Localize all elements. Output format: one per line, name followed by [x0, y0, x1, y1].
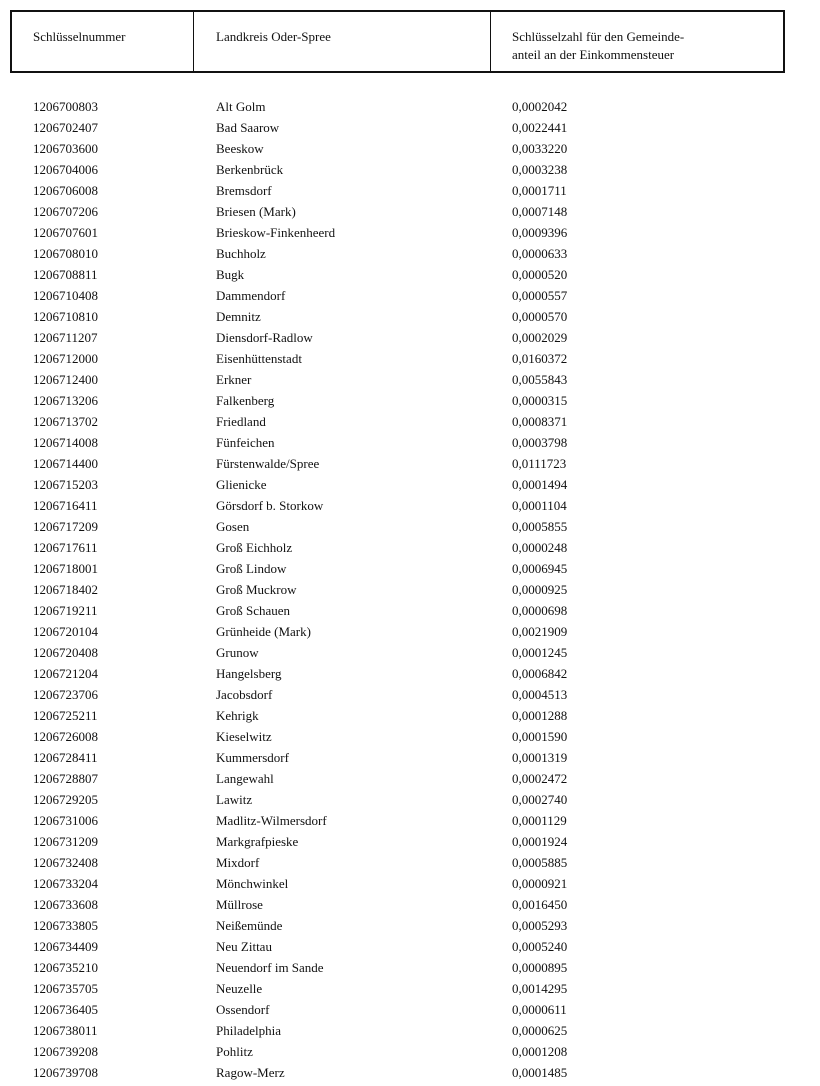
row-value: 0,0003238	[512, 162, 568, 177]
row-key: 1206708811	[33, 267, 98, 282]
table-row	[0, 224, 820, 245]
row-value: 0,0002042	[512, 99, 568, 114]
table-row	[0, 728, 820, 749]
row-key: 1206708010	[33, 246, 98, 261]
table-row	[0, 770, 820, 791]
header-value-line1: Schlüsselzahl für den Gemeinde-	[512, 29, 685, 44]
row-municipality: Demnitz	[216, 309, 261, 324]
table-row	[0, 287, 820, 308]
row-value: 0,0007148	[512, 204, 568, 219]
row-municipality: Neuzelle	[216, 981, 263, 996]
row-key: 1206731209	[33, 834, 98, 849]
header-key: Schlüsselnummer	[33, 29, 126, 44]
row-municipality: Müllrose	[216, 897, 263, 912]
row-value: 0,0001711	[512, 183, 567, 198]
row-key: 1206711207	[33, 330, 98, 345]
table-row	[0, 791, 820, 812]
table-row	[0, 896, 820, 917]
table-row	[0, 1001, 820, 1022]
row-municipality: Beeskow	[216, 141, 264, 156]
header-divider-2	[490, 12, 491, 71]
table-row	[0, 560, 820, 581]
table-row	[0, 308, 820, 329]
table-row	[0, 98, 820, 119]
table-row	[0, 980, 820, 1001]
table-row	[0, 434, 820, 455]
table-row	[0, 812, 820, 833]
row-municipality: Markgrafpieske	[216, 834, 299, 849]
row-municipality: Grünheide (Mark)	[216, 624, 311, 639]
row-key: 1206720408	[33, 645, 98, 660]
row-municipality: Mixdorf	[216, 855, 260, 870]
row-key: 1206712000	[33, 351, 98, 366]
row-value: 0,0001485	[512, 1065, 568, 1080]
row-municipality: Fünfeichen	[216, 435, 275, 450]
row-value: 0,0006842	[512, 666, 568, 681]
row-municipality: Dammendorf	[216, 288, 286, 303]
row-municipality: Alt Golm	[216, 99, 266, 114]
row-key: 1206736405	[33, 1002, 98, 1017]
row-value: 0,0002472	[512, 771, 568, 786]
row-value: 0,0111723	[512, 456, 567, 471]
table-row	[0, 392, 820, 413]
table-row	[0, 875, 820, 896]
table-row	[0, 1064, 820, 1085]
row-municipality: Lawitz	[216, 792, 253, 807]
row-key: 1206732408	[33, 855, 98, 870]
table-row	[0, 371, 820, 392]
row-key: 1206714400	[33, 456, 98, 471]
header-district: Landkreis Oder-Spree	[216, 29, 331, 44]
row-value: 0,0001288	[512, 708, 568, 723]
row-municipality: Groß Schauen	[216, 603, 291, 618]
table-row	[0, 539, 820, 560]
row-municipality: Friedland	[216, 414, 266, 429]
row-value: 0,0009396	[512, 225, 568, 240]
row-municipality: Jacobsdorf	[216, 687, 273, 702]
table-row	[0, 854, 820, 875]
row-municipality: Buchholz	[216, 246, 266, 261]
header-value-line2: anteil an der Einkommensteuer	[512, 47, 675, 62]
row-key: 1206716411	[33, 498, 98, 513]
table-row	[0, 602, 820, 623]
row-key: 1206738011	[33, 1023, 98, 1038]
row-value: 0,0001924	[512, 834, 568, 849]
row-value: 0,0004513	[512, 687, 568, 702]
row-municipality: Philadelphia	[216, 1023, 281, 1038]
row-key: 1206702407	[33, 120, 98, 135]
row-value: 0,0001494	[512, 477, 568, 492]
row-value: 0,0000633	[512, 246, 568, 261]
row-value: 0,0014295	[512, 981, 568, 996]
row-municipality: Neu Zittau	[216, 939, 272, 954]
row-key: 1206729205	[33, 792, 98, 807]
row-key: 1206739208	[33, 1044, 98, 1059]
table-body	[0, 98, 820, 1085]
row-value: 0,0001245	[512, 645, 568, 660]
row-municipality: Kummersdorf	[216, 750, 289, 765]
header-divider-1	[193, 12, 194, 71]
row-value: 0,0000921	[512, 876, 568, 891]
row-key: 1206720104	[33, 624, 98, 639]
row-key: 1206707601	[33, 225, 98, 240]
row-value: 0,0000248	[512, 540, 568, 555]
table-row	[0, 140, 820, 161]
row-municipality: Groß Muckrow	[216, 582, 297, 597]
row-municipality: Kehrigk	[216, 708, 259, 723]
row-municipality: Kieselwitz	[216, 729, 272, 744]
table-row	[0, 203, 820, 224]
row-municipality: Mönchwinkel	[216, 876, 289, 891]
row-value: 0,0008371	[512, 414, 568, 429]
row-value: 0,0160372	[512, 351, 568, 366]
row-value: 0,0001319	[512, 750, 568, 765]
table-row	[0, 665, 820, 686]
row-key: 1206710408	[33, 288, 98, 303]
row-municipality: Fürstenwalde/Spree	[216, 456, 320, 471]
row-municipality: Hangelsberg	[216, 666, 282, 681]
row-key: 1206721204	[33, 666, 98, 681]
table-row	[0, 476, 820, 497]
table-row	[0, 749, 820, 770]
row-value: 0,0003798	[512, 435, 568, 450]
row-key: 1206731006	[33, 813, 98, 828]
row-municipality: Erkner	[216, 372, 252, 387]
row-municipality: Bad Saarow	[216, 120, 280, 135]
row-key: 1206718001	[33, 561, 98, 576]
row-key: 1206712400	[33, 372, 98, 387]
row-municipality: Bugk	[216, 267, 245, 282]
row-key: 1206704006	[33, 162, 98, 177]
table-row	[0, 623, 820, 644]
row-municipality: Groß Eichholz	[216, 540, 293, 555]
table-row	[0, 686, 820, 707]
row-municipality: Groß Lindow	[216, 561, 287, 576]
table-row	[0, 182, 820, 203]
row-municipality: Langewahl	[216, 771, 274, 786]
table-row	[0, 833, 820, 854]
row-key: 1206728807	[33, 771, 98, 786]
table-row	[0, 245, 820, 266]
row-municipality: Grunow	[216, 645, 259, 660]
row-value: 0,0005293	[512, 918, 568, 933]
table-row	[0, 497, 820, 518]
table-row	[0, 581, 820, 602]
row-municipality: Pohlitz	[216, 1044, 253, 1059]
row-key: 1206719211	[33, 603, 98, 618]
row-key: 1206735705	[33, 981, 98, 996]
row-key: 1206735210	[33, 960, 98, 975]
row-value: 0,0016450	[512, 897, 568, 912]
row-municipality: Brieskow-Finkenheerd	[216, 225, 336, 240]
row-key: 1206733608	[33, 897, 98, 912]
row-municipality: Diensdorf-Radlow	[216, 330, 313, 345]
row-value: 0,0000557	[512, 288, 568, 303]
row-key: 1206726008	[33, 729, 98, 744]
table-row	[0, 161, 820, 182]
row-key: 1206717209	[33, 519, 98, 534]
row-municipality: Neuendorf im Sande	[216, 960, 324, 975]
row-value: 0,0005855	[512, 519, 568, 534]
row-value: 0,0000625	[512, 1023, 568, 1038]
row-municipality: Madlitz-Wilmersdorf	[216, 813, 327, 828]
row-municipality: Bremsdorf	[216, 183, 272, 198]
row-key: 1206715203	[33, 477, 98, 492]
row-key: 1206707206	[33, 204, 98, 219]
row-value: 0,0000698	[512, 603, 568, 618]
row-municipality: Ragow-Merz	[216, 1065, 285, 1080]
row-value: 0,0001104	[512, 498, 567, 513]
row-key: 1206713702	[33, 414, 98, 429]
row-key: 1206733805	[33, 918, 98, 933]
row-key: 1206733204	[33, 876, 98, 891]
row-key: 1206725211	[33, 708, 98, 723]
row-value: 0,0002740	[512, 792, 568, 807]
row-key: 1206706008	[33, 183, 98, 198]
table-header	[10, 10, 785, 73]
table-row	[0, 518, 820, 539]
row-value: 0,0006945	[512, 561, 568, 576]
table-row	[0, 959, 820, 980]
row-municipality: Eisenhüttenstadt	[216, 351, 302, 366]
table-row	[0, 644, 820, 665]
row-municipality: Gosen	[216, 519, 250, 534]
row-key: 1206714008	[33, 435, 98, 450]
header-value	[512, 28, 684, 64]
row-value: 0,0021909	[512, 624, 568, 639]
row-key: 1206739708	[33, 1065, 98, 1080]
row-value: 0,0001208	[512, 1044, 568, 1059]
row-municipality: Berkenbrück	[216, 162, 284, 177]
table-row	[0, 455, 820, 476]
row-value: 0,0005240	[512, 939, 568, 954]
row-municipality: Falkenberg	[216, 393, 275, 408]
row-value: 0,0055843	[512, 372, 568, 387]
row-value: 0,0000570	[512, 309, 568, 324]
row-value: 0,0000895	[512, 960, 568, 975]
row-value: 0,0005885	[512, 855, 568, 870]
table-row	[0, 350, 820, 371]
row-value: 0,0001590	[512, 729, 568, 744]
row-municipality: Briesen (Mark)	[216, 204, 296, 219]
row-value: 0,0000315	[512, 393, 568, 408]
table-row	[0, 1022, 820, 1043]
row-municipality: Ossendorf	[216, 1002, 270, 1017]
row-value: 0,0033220	[512, 141, 568, 156]
table-row	[0, 119, 820, 140]
table-row	[0, 917, 820, 938]
row-key: 1206734409	[33, 939, 98, 954]
table-row	[0, 266, 820, 287]
row-value: 0,0000611	[512, 1002, 567, 1017]
row-value: 0,0022441	[512, 120, 568, 135]
row-key: 1206718402	[33, 582, 98, 597]
row-key: 1206710810	[33, 309, 98, 324]
row-value: 0,0000925	[512, 582, 568, 597]
row-key: 1206723706	[33, 687, 98, 702]
row-municipality: Glienicke	[216, 477, 267, 492]
table-row	[0, 329, 820, 350]
row-value: 0,0000520	[512, 267, 568, 282]
row-municipality: Neißemünde	[216, 918, 283, 933]
row-value: 0,0002029	[512, 330, 568, 345]
row-key: 1206713206	[33, 393, 98, 408]
row-value: 0,0001129	[512, 813, 567, 828]
table-row	[0, 1043, 820, 1064]
row-key: 1206700803	[33, 99, 98, 114]
row-key: 1206717611	[33, 540, 98, 555]
row-key: 1206703600	[33, 141, 98, 156]
table-row	[0, 413, 820, 434]
row-key: 1206728411	[33, 750, 98, 765]
row-municipality: Görsdorf b. Storkow	[216, 498, 324, 513]
table-row	[0, 938, 820, 959]
table-row	[0, 707, 820, 728]
